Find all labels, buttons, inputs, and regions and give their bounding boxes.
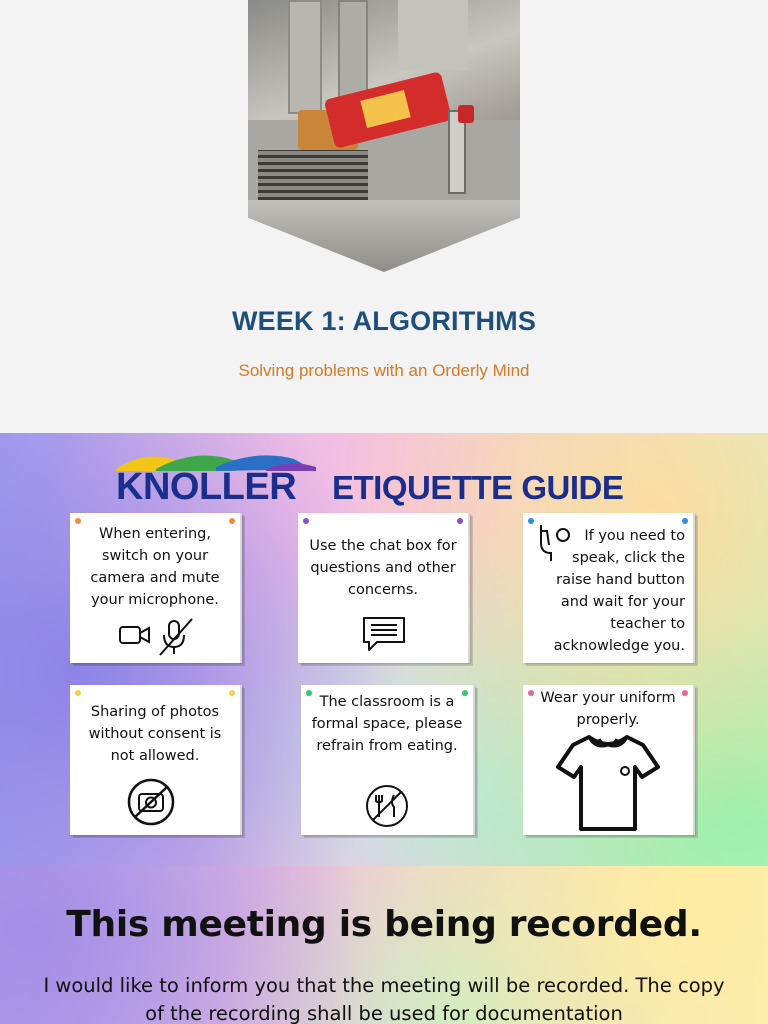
etiquette-guide-section	[0, 433, 768, 866]
guide-title: ETIQUETTE GUIDE	[332, 469, 624, 506]
uniform-shirt-icon	[555, 733, 661, 833]
chat-box-icon	[361, 615, 407, 653]
card-text: Sharing of photos without consent is not allowed.	[88, 704, 222, 764]
muted-microphone-icon	[156, 617, 194, 657]
recording-body: I would like to inform you that the meeting will be recorded. The copy of the recording shall be used for documentation	[43, 974, 725, 1024]
etiquette-card-chat	[298, 513, 470, 663]
recording-notice-section	[0, 866, 768, 1024]
brand-name: KNOLLER	[116, 466, 297, 508]
no-camera-icon	[126, 777, 176, 827]
card-text: The classroom is a formal space, please refrain from eating.	[311, 694, 463, 754]
hero-image	[248, 0, 520, 272]
card-text: If you need to speak, click the raise hand button and wait for your teacher to acknowledge you.	[553, 528, 685, 654]
card-text: When entering, switch on your camera and mute your microphone.	[90, 526, 220, 608]
etiquette-card-raise-hand	[523, 513, 695, 663]
etiquette-card-camera	[70, 513, 242, 663]
week-header-section	[0, 0, 768, 433]
etiquette-card-photos	[70, 685, 242, 835]
week-subtitle: Solving problems with an Orderly Mind	[238, 361, 530, 380]
week-title: WEEK 1: ALGORITHMS	[231, 306, 537, 336]
etiquette-card-uniform	[523, 685, 695, 835]
recording-title: This meeting is being recorded.	[66, 904, 702, 945]
card-text: Wear your uniform properly.	[540, 690, 676, 728]
guide-header	[116, 447, 656, 507]
no-eating-icon	[364, 783, 410, 829]
video-camera-icon	[118, 623, 152, 647]
etiquette-card-eating	[301, 685, 475, 835]
card-text: Use the chat box for questions and other concerns.	[309, 538, 457, 598]
